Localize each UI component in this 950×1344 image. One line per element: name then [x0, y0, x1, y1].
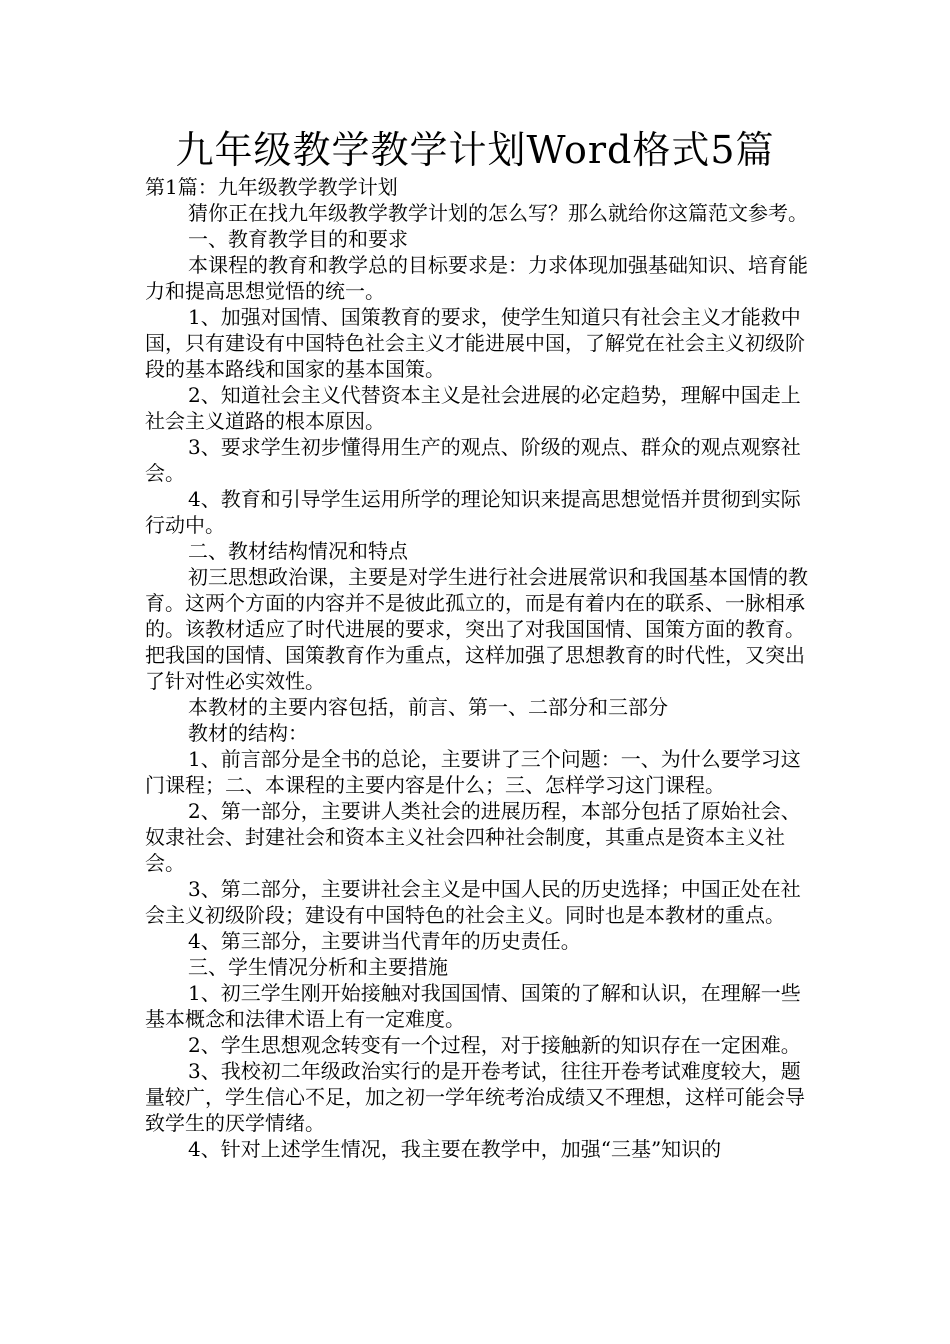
paragraph: 4、针对上述学生情况，我主要在教学中，加强“三基”知识的 [188, 1137, 722, 1161]
document-body [145, 200, 815, 1162]
paragraph: 初三思想政治课，主要是对学生进行社会进展常识和我国基本国情的教育。这两个方面的内容并不是彼此孤立的，而是有着内在的联系、一脉相承的。该教材适应了时代进展的要求，突出了对我国国情、国策方面的教育。把我国的国情、国策教育作为重点，这样加强了思想教育的时代性，又突出了针对性必实效性。 [145, 565, 808, 693]
section-heading: 第1篇：九年级教学教学计划 [145, 175, 398, 199]
paragraph: 教材的结构： [188, 721, 308, 745]
paragraph: 本教材的主要内容包括，前言、第一、二部分和三部分 [188, 695, 668, 719]
paragraph: 2、知道社会主义代替资本主义是社会进展的必定趋势，理解中国走上社会主义道路的根本原因。 [145, 383, 801, 433]
paragraph: 1、初三学生刚开始接触对我国国情、国策的了解和认识，在理解一些基本概念和法律术语上有一定难度。 [145, 981, 801, 1031]
paragraph: 1、前言部分是全书的总论，主要讲了三个问题：一、为什么要学习这门课程；二、本课程的主要内容是什么；三、怎样学习这门课程。 [145, 747, 801, 797]
paragraph: 本课程的教育和教学总的目标要求是：力求体现加强基础知识、培育能力和提高思想觉悟的统一。 [145, 253, 808, 303]
paragraph: 1、加强对国情、国策教育的要求，使学生知道只有社会主义才能救中国，只有建设有中国特色社会主义才能进展中国，了解党在社会主义初级阶段的基本路线和国家的基本国策。 [145, 305, 805, 381]
document-title: 九年级教学教学计划Word格式5篇 [175, 128, 775, 172]
paragraph: 2、学生思想观念转变有一个过程，对于接触新的知识存在一定困难。 [188, 1033, 801, 1057]
paragraph: 3、我校初二年级政治实行的是开卷考试，往往开卷考试难度较大，题量较广，学生信心不足，加之初一学年统考治成绩又不理想，这样可能会导致学生的厌学情绪。 [145, 1059, 805, 1135]
paragraph: 3、第二部分，主要讲社会主义是中国人民的历史选择；中国正处在社会主义初级阶段；建设有中国特色的社会主义。同时也是本教材的重点。 [145, 877, 801, 927]
paragraph: 4、第三部分，主要讲当代青年的历史责任。 [188, 929, 581, 953]
paragraph: 猜你正在找九年级教学教学计划的怎么写？那么就给你这篇范文参考。 [188, 201, 808, 225]
paragraph: 三、学生情况分析和主要措施 [188, 955, 448, 979]
paragraph: 3、要求学生初步懂得用生产的观点、阶级的观点、群众的观点观察社会。 [145, 435, 801, 485]
paragraph: 一、教育教学目的和要求 [188, 227, 408, 251]
paragraph: 4、教育和引导学生运用所学的理论知识来提高思想觉悟并贯彻到实际行动中。 [145, 487, 801, 537]
paragraph: 二、教材结构情况和特点 [188, 539, 408, 563]
paragraph: 2、第一部分，主要讲人类社会的进展历程，本部分包括了原始社会、奴隶社会、封建社会和资本主义社会四种社会制度，其重点是资本主义社会。 [145, 799, 801, 875]
